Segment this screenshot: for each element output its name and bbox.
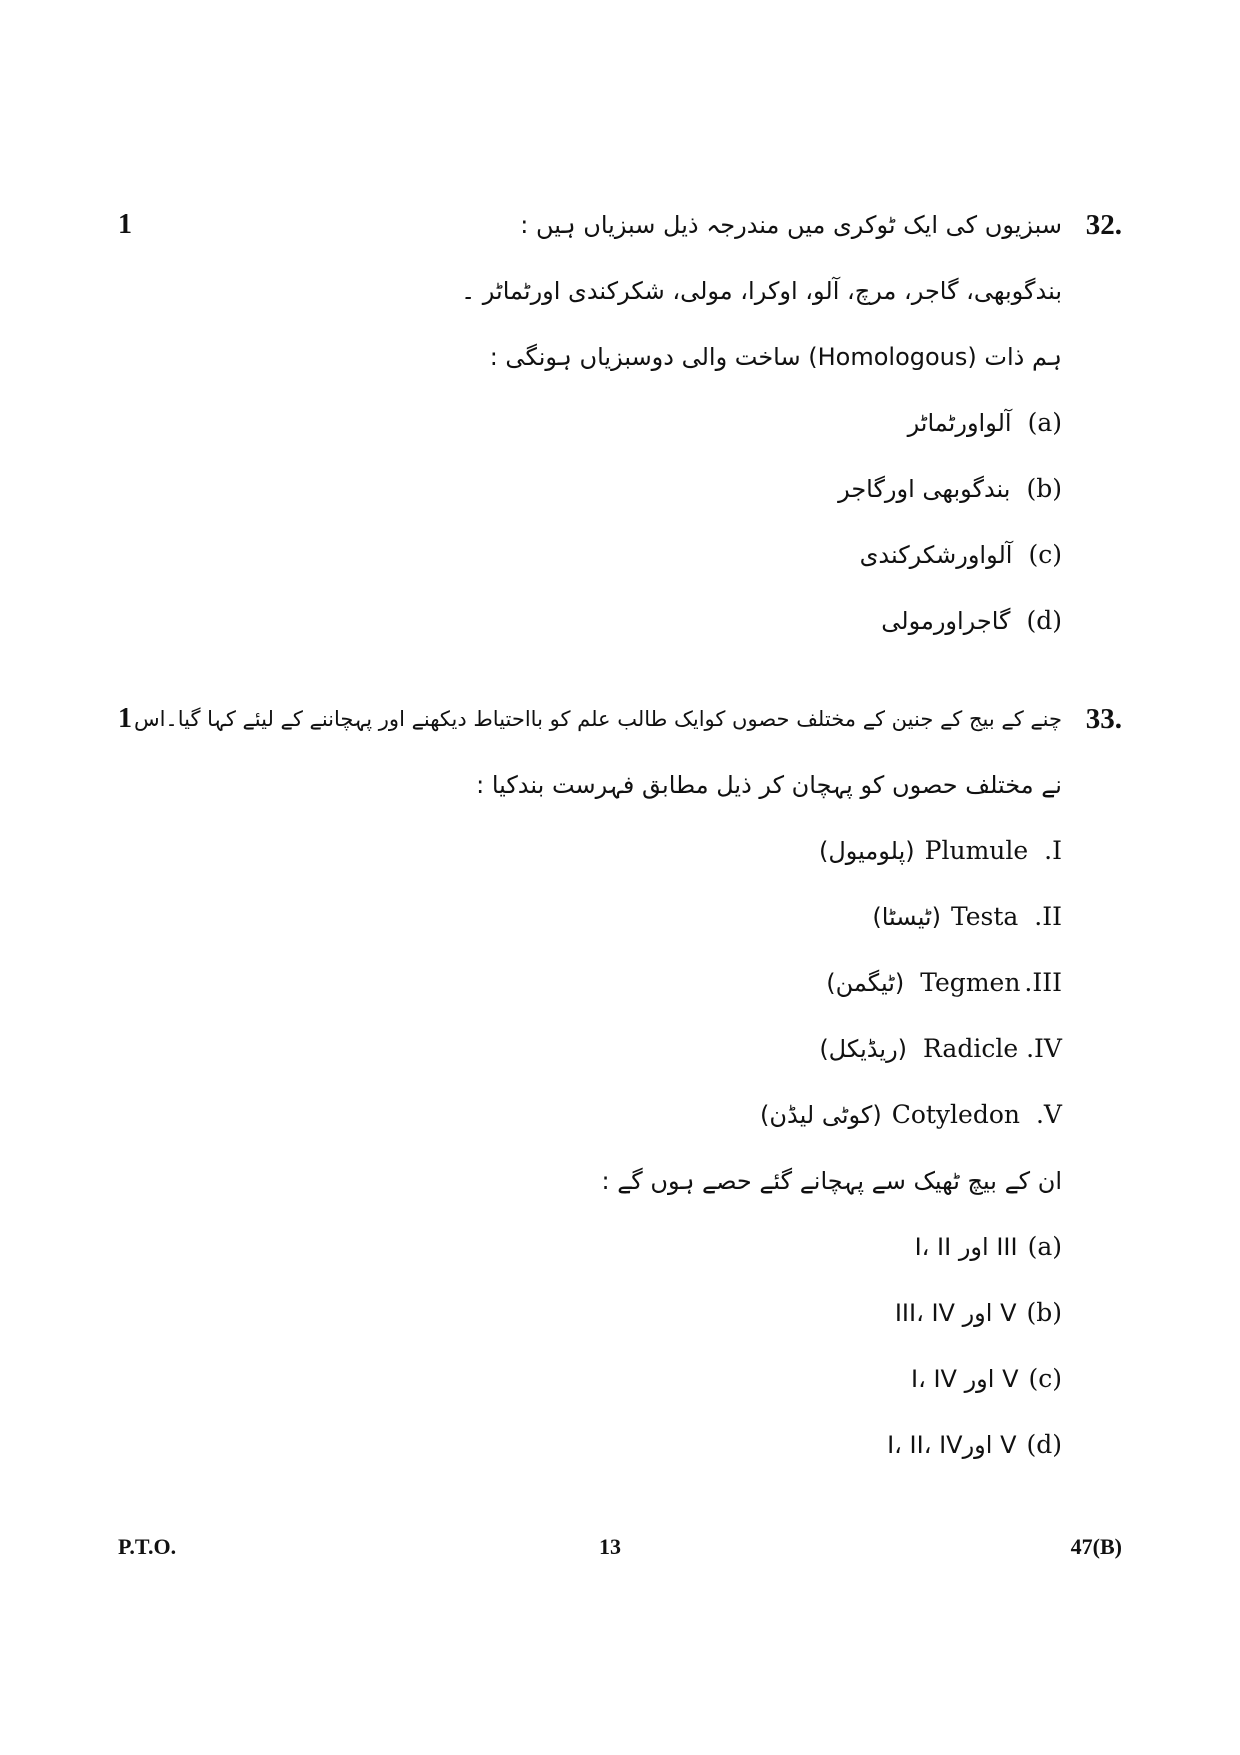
option-label: (c): [1028, 540, 1062, 569]
option-text: III، IV اور V: [894, 1299, 1017, 1327]
part-urdu: (ٹیگمن): [826, 969, 905, 997]
q33-part-3: [826, 966, 1062, 1000]
part-urdu: (پلومیول): [818, 837, 915, 865]
q33-option-b: [895, 1296, 1062, 1330]
paper-code: 47(B): [1070, 1534, 1122, 1559]
q32-option-b: [838, 472, 1062, 506]
q33-option-d: [887, 1428, 1062, 1462]
q33-part-5: [760, 1098, 1062, 1132]
option-text: I، IV اور V: [911, 1365, 1019, 1393]
option-text: آلواورٹماٹر: [907, 409, 1012, 437]
part-label: .IV: [1026, 1034, 1062, 1063]
part-label: .V: [1035, 1100, 1062, 1129]
q33-number: 33.: [1085, 703, 1122, 735]
option-label: (b): [1026, 1298, 1062, 1327]
q33-marks: 1: [118, 703, 132, 734]
option-text: گاجراورمولی: [881, 607, 1011, 635]
option-label: (c): [1028, 1364, 1062, 1393]
footer-pto: P.T.O.: [118, 1534, 177, 1559]
part-english: Cotyledon: [891, 1100, 1020, 1129]
part-english: Radicle: [923, 1034, 1019, 1063]
option-text: آلواورشکرکندی: [859, 541, 1013, 569]
q32-stem-line-1: سبزیوں کی ایک ٹوکری میں مندرجہ ذیل سبزیاں ہیں :: [520, 211, 1062, 239]
q33-option-a: [915, 1230, 1062, 1264]
q33-part-4: [819, 1032, 1062, 1066]
part-english: Tegmen: [920, 968, 1021, 997]
part-english: Testa: [950, 902, 1019, 931]
page-number: 13: [599, 1534, 621, 1559]
q32-stem-line-2: بندگوبھی، گاجر، مرچ، آلو، اوکرا، مولی، شکرکندی اورٹماٹر ۔: [461, 277, 1062, 305]
q33-stem-line-1: چنے کے بیج کے جنین کے مختلف حصوں کوایک طالب علم کو بااحتیاط دیکھنے اور پہچاننے کے لیئے کہا گیا۔اس: [133, 707, 1062, 731]
part-label: .II: [1034, 902, 1062, 931]
part-english: Plumule: [924, 836, 1029, 865]
option-text: I، II، IVاور V: [887, 1431, 1017, 1459]
option-label: (b): [1026, 474, 1062, 503]
option-label: (d): [1026, 1430, 1062, 1459]
q32-option-a: [908, 406, 1062, 440]
option-text: بندگوبھی اورگاجر: [838, 475, 1011, 503]
q33-prompt: ان کے بیچ ٹھیک سے پہچانے گئے حصے ہوں گے :: [601, 1167, 1062, 1195]
option-label: (d): [1026, 606, 1062, 635]
q33-stem-line-2: نے مختلف حصوں کو پہچان کر ذیل مطابق فہرست بندکیا :: [476, 771, 1062, 799]
part-label: .III: [1024, 968, 1062, 997]
part-urdu: (ٹیسٹا): [872, 903, 941, 931]
q32-option-d: [881, 604, 1062, 638]
part-urdu: (ریڈیکل): [819, 1035, 908, 1063]
option-label: (a): [1027, 1232, 1062, 1261]
q32-number: 32.: [1085, 209, 1122, 241]
q32-marks: 1: [118, 209, 132, 240]
q33-option-c: [911, 1362, 1062, 1396]
q33-part-2: [872, 900, 1062, 934]
part-label: .I: [1044, 836, 1062, 865]
option-text: I، II اور III: [914, 1233, 1018, 1261]
q32-stem-line-3: ہم ذات (Homologous) ساخت والی دوسبزیاں ہونگی :: [489, 343, 1062, 371]
option-label: (a): [1027, 408, 1062, 437]
q32-option-c: [860, 538, 1062, 572]
q33-part-1: [819, 834, 1062, 868]
part-urdu: (کوٹی لیڈن): [760, 1101, 882, 1129]
